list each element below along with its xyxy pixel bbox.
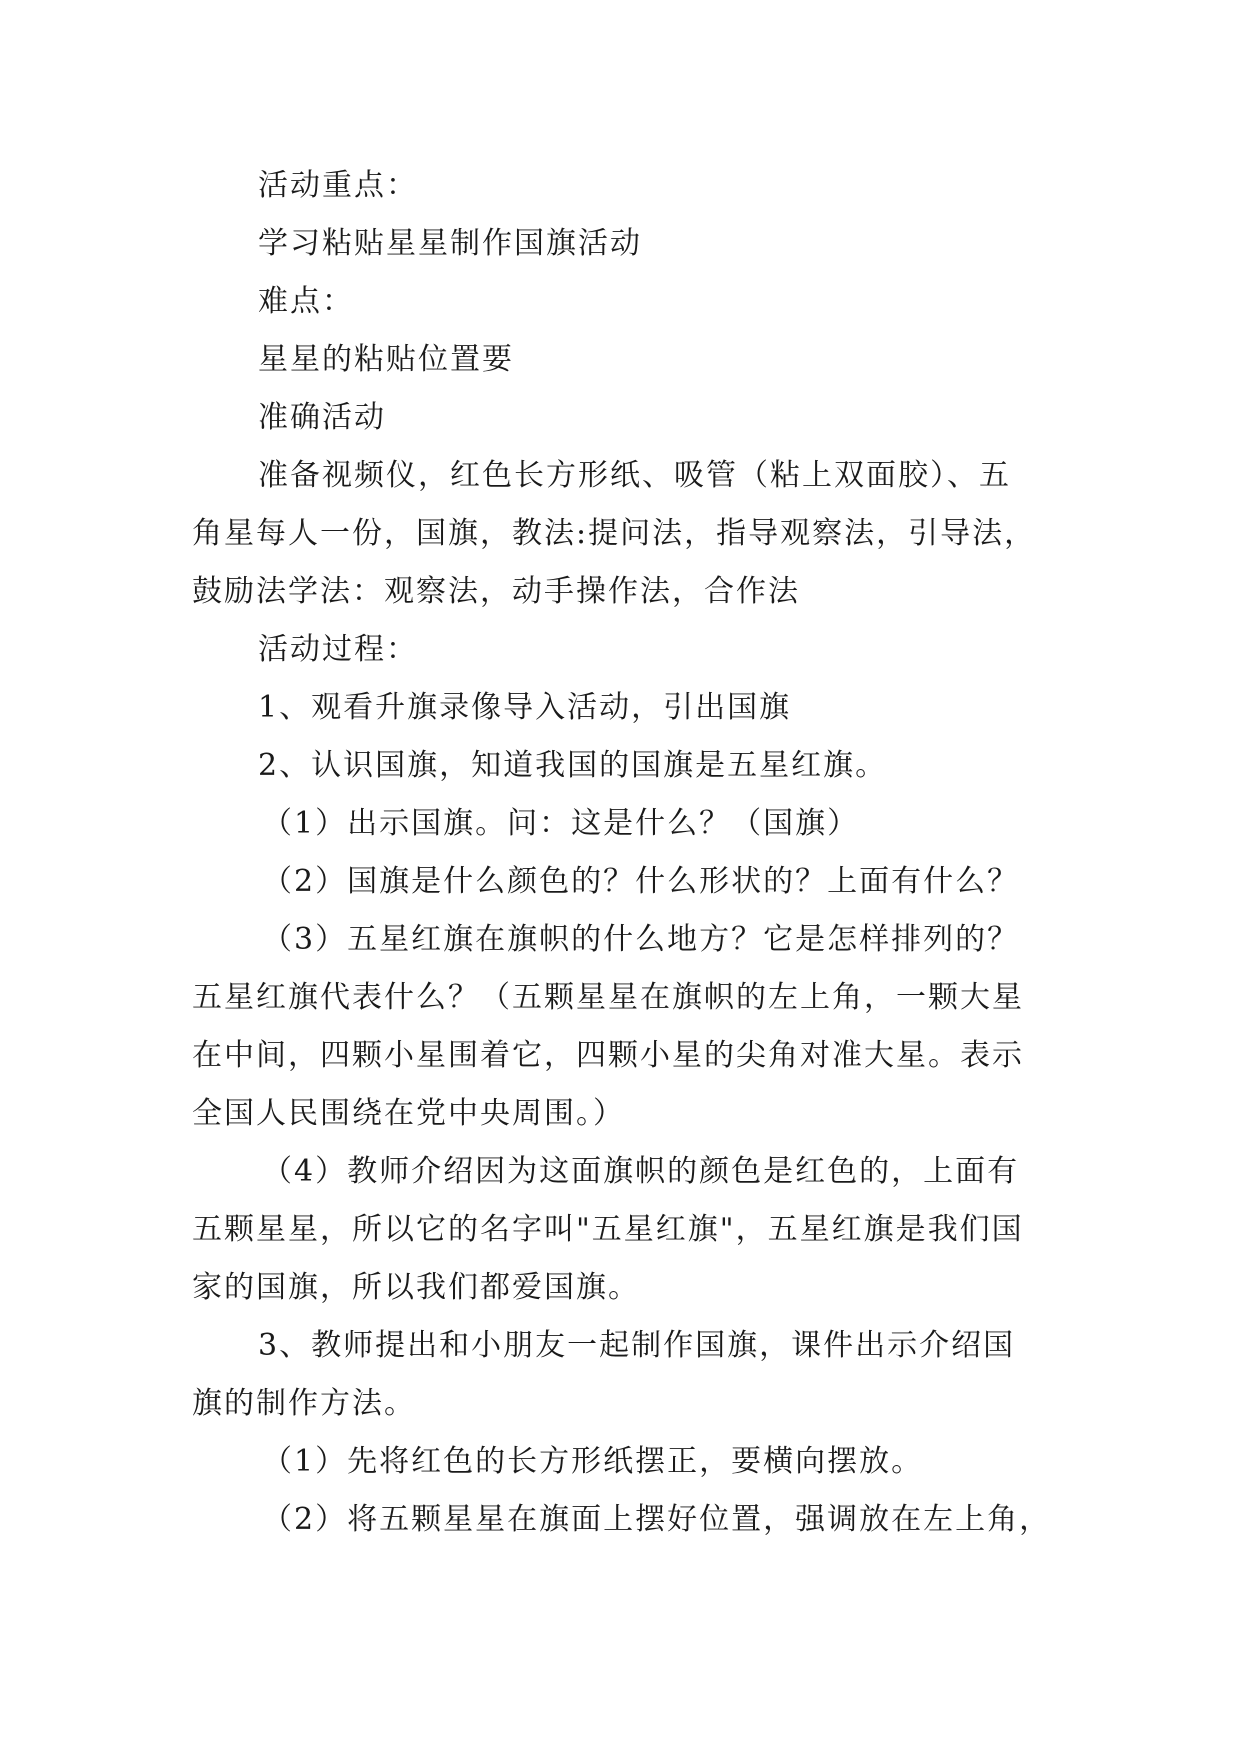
text-line: 全国人民围绕在党中央周围。） [192, 1096, 625, 1131]
text-line: （1）出示国旗。问：这是什么？（国旗） [262, 806, 860, 841]
text-line: 活动过程： [258, 632, 418, 667]
text-line: （4）教师介绍因为这面旗帜的颜色是红色的，上面有 [262, 1154, 1020, 1189]
text-line: 星星的粘贴位置要 [258, 342, 514, 377]
text-line: （3）五星红旗在旗帜的什么地方？它是怎样排列的？ [262, 922, 1020, 957]
text-line: （2）将五颗星星在旗面上摆好位置，强调放在左上角， [262, 1502, 1052, 1537]
text-line: 准备视频仪，红色长方形纸、吸管（粘上双面胶）、五 [258, 458, 1011, 493]
text-line: 准确活动 [258, 400, 386, 435]
text-line: 1、观看升旗录像导入活动，引出国旗 [258, 690, 792, 725]
text-line: （2）国旗是什么颜色的？什么形状的？上面有什么？ [262, 864, 1020, 899]
text-line: 鼓励法学法：观察法，动手操作法，合作法 [192, 574, 800, 609]
text-line: 五星红旗代表什么？（五颗星星在旗帜的左上角，一颗大星 [192, 980, 1024, 1015]
text-line: 角星每人一份，国旗，教法:提问法，指导观察法，引导法， [192, 516, 1037, 551]
text-line: 3、教师提出和小朋友一起制作国旗，课件出示介绍国 [258, 1328, 1016, 1363]
text-line: 学习粘贴星星制作国旗活动 [258, 226, 642, 261]
text-line: 2、认识国旗，知道我国的国旗是五星红旗。 [258, 748, 888, 783]
text-line: 在中间，四颗小星围着它，四颗小星的尖角对准大星。表示 [192, 1038, 1024, 1073]
text-line: 五颗星星，所以它的名字叫"五星红旗"，五星红旗是我们国 [192, 1212, 1024, 1247]
text-line: 旗的制作方法。 [192, 1386, 416, 1421]
text-line: 活动重点： [258, 168, 418, 203]
text-line: 家的国旗，所以我们都爱国旗。 [192, 1270, 640, 1305]
text-line: 难点： [258, 284, 354, 319]
text-line: （1）先将红色的长方形纸摆正，要横向摆放。 [262, 1444, 924, 1479]
